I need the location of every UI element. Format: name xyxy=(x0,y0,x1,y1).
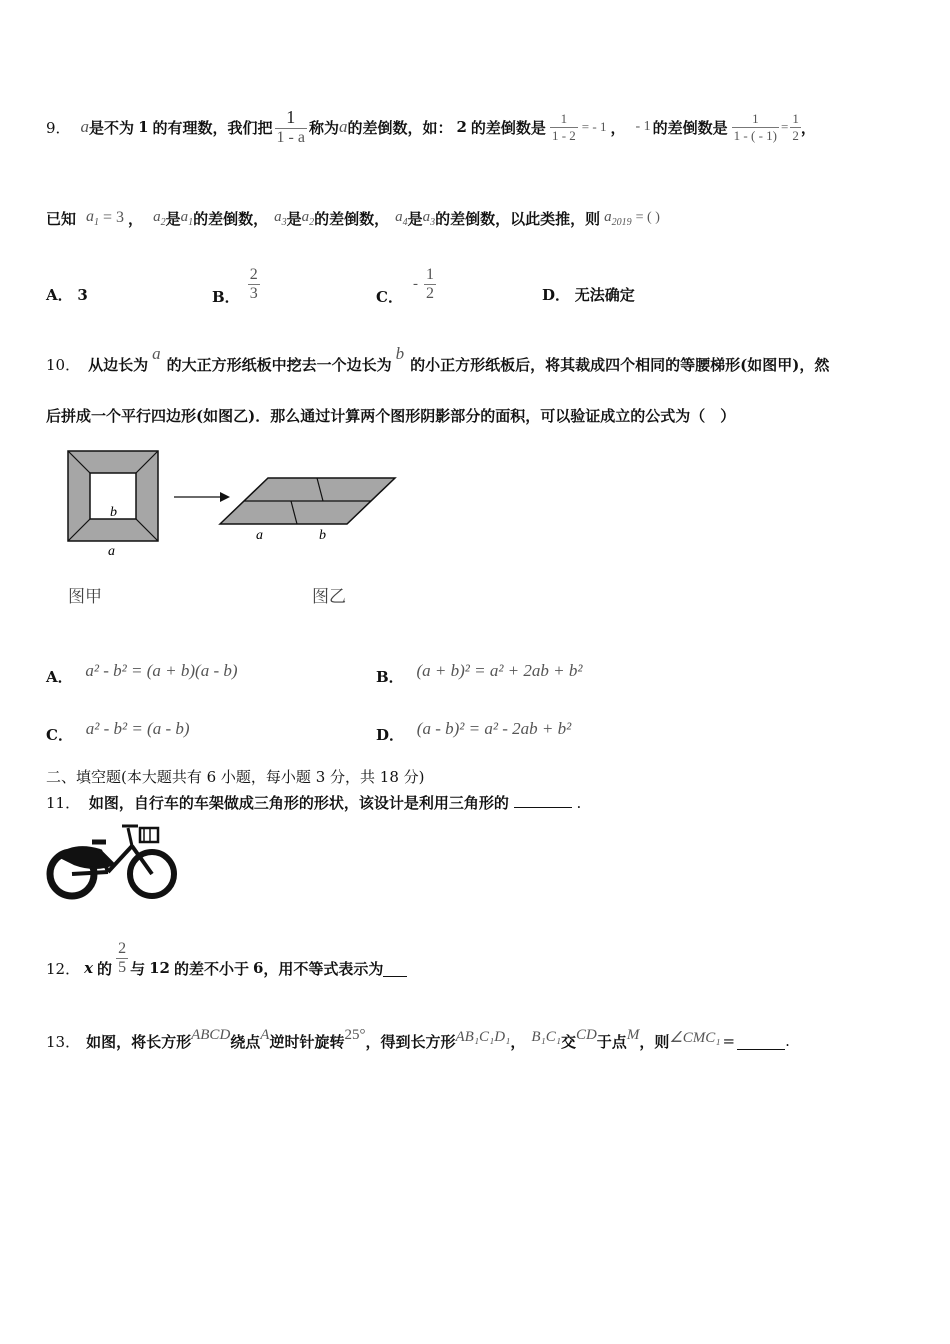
q9-text: 是不为 xyxy=(89,118,135,137)
q11-number: 11． xyxy=(46,794,81,812)
caption-figure-1: 图甲 xyxy=(68,587,102,607)
q9-a1-value: = 3 xyxy=(103,209,125,226)
fraction-denominator: 2 xyxy=(792,127,799,143)
q9-var-a: a xyxy=(338,117,348,136)
q13-point-a: A xyxy=(260,1026,270,1043)
q9-text: 的差倒数是 xyxy=(470,118,546,137)
q13-text: 逆时针旋转 xyxy=(269,1032,345,1051)
q9-text: 是 xyxy=(407,209,423,228)
q10-text: 的小正方形纸板后，将其裁成四个相同的等腰梯形(如图甲)，然 xyxy=(410,355,830,374)
fraction-numerator: 1 xyxy=(792,110,799,126)
option-fraction xyxy=(248,266,260,303)
q9-example1-result: = - 1 xyxy=(581,119,607,134)
q13-text: 如图，将长方形 xyxy=(86,1032,192,1051)
fraction-denominator: 2 xyxy=(425,284,434,302)
fraction-denominator: 1 - 2 xyxy=(551,127,576,143)
fraction-numerator: 1 xyxy=(286,107,296,127)
q9-line1 xyxy=(46,102,816,152)
parallelogram-figure xyxy=(220,478,395,543)
label-b: b xyxy=(110,505,117,520)
q10-line1 xyxy=(46,344,829,384)
q10-option-d xyxy=(376,718,572,744)
q9-line2 xyxy=(46,198,660,238)
option-formula: (a - b)² = a² - 2ab + b² xyxy=(416,719,572,738)
q9-example2-equals: = xyxy=(780,119,789,134)
q9-text: 的差倒数， xyxy=(314,209,390,228)
q9-text: 已知 xyxy=(46,209,77,228)
option-sign: - xyxy=(412,275,418,292)
q11-line xyxy=(46,792,581,813)
q13-rect-ab1c1d1: AB₁C₁D₁ xyxy=(455,1028,511,1045)
q9-option-a xyxy=(46,284,88,305)
q10-text: 从边长为 xyxy=(88,355,149,374)
q13-segment-cd: CD xyxy=(575,1026,597,1043)
q9-subscript-2019: 2019 xyxy=(611,216,632,228)
q13-period: . xyxy=(785,1032,790,1050)
q10-option-c xyxy=(46,718,190,744)
fraction-numerator: 1 xyxy=(560,110,568,126)
q10-var-a: a xyxy=(152,344,161,363)
q12-six: 6 xyxy=(252,959,264,977)
q9-one: 1 xyxy=(138,118,149,136)
para-label-a: a xyxy=(256,528,263,543)
q13-angle-cmc1: ∠CMC₁ xyxy=(669,1029,721,1046)
q13-equals: = xyxy=(722,1032,736,1050)
q9-a1: $a_1$ xyxy=(86,208,100,228)
q9-text: 的差倒数，以此类推，则 xyxy=(435,209,601,228)
q10-option-b xyxy=(376,660,583,686)
q13-text: 绕点 xyxy=(230,1032,261,1051)
fraction-denominator: 1 - ( - 1) xyxy=(733,127,777,143)
option-label: A． xyxy=(46,668,73,686)
q10-option-a xyxy=(46,660,238,686)
q9-example1-fraction xyxy=(550,111,578,144)
fraction-denominator: 1 - a xyxy=(276,129,305,146)
option-formula: a² - b² = (a - b) xyxy=(85,719,190,738)
q10-figure xyxy=(60,445,410,615)
q13-comma: ， xyxy=(510,1032,526,1051)
square-frame-figure xyxy=(68,451,158,559)
option-value: 无法确定 xyxy=(574,286,635,304)
option-label: B． xyxy=(376,668,404,686)
fraction-numerator: 2 xyxy=(249,265,258,283)
q13-text: ，则 xyxy=(639,1032,670,1051)
q12-text: ，用不等式表示为 xyxy=(263,959,384,978)
option-fraction xyxy=(424,266,436,303)
q13-answer-blank[interactable] xyxy=(737,1033,785,1050)
q13-angle-25: 25° xyxy=(344,1026,366,1043)
q12-text: 与 xyxy=(130,959,146,978)
q11-answer-blank[interactable] xyxy=(514,807,572,808)
fraction-numerator: 1 xyxy=(752,110,759,126)
bicycle-icon xyxy=(50,826,174,896)
q9-two: 2 xyxy=(456,118,467,136)
q9-var-a: a xyxy=(80,117,90,136)
q12-line xyxy=(46,930,407,986)
q9-comma: ， xyxy=(610,118,626,137)
q9-number: 9． xyxy=(46,118,71,137)
arrow xyxy=(174,492,230,502)
fraction-denominator: 3 xyxy=(249,284,258,302)
label-a: a xyxy=(108,544,115,559)
q12-text: 的 xyxy=(97,959,113,978)
q13-number: 13． xyxy=(46,1032,81,1051)
q12-var-x: x xyxy=(84,959,94,977)
q9-option-b xyxy=(212,260,260,308)
q12-answer-blank[interactable] xyxy=(383,960,407,977)
q9-a3: $a_3$ xyxy=(274,208,287,228)
q9-a3: $a_3$ xyxy=(422,208,436,228)
q9-diff-reciprocal-fraction xyxy=(275,107,307,147)
q11-text: 如图，自行车的车架做成三角形的形状，该设计是利用三角形的 xyxy=(88,794,509,812)
option-label: D． xyxy=(542,286,571,304)
q9-text: 的差倒数， xyxy=(193,209,269,228)
option-value: 3 xyxy=(77,286,88,304)
handlebar-stem xyxy=(128,828,132,846)
q13-text: ，得到长方形 xyxy=(365,1032,456,1051)
q9-example2-fraction xyxy=(732,111,779,144)
q12-twelve: 12 xyxy=(149,959,170,977)
option-label: D． xyxy=(376,726,405,744)
option-label: C． xyxy=(376,287,403,306)
q9-example2-result-fraction xyxy=(790,111,801,144)
q12-number: 12． xyxy=(46,959,81,978)
option-label: C． xyxy=(46,726,73,744)
q12-text: 的差不小于 xyxy=(173,959,249,978)
q9-a2019: $a_{2019}$ xyxy=(604,208,632,228)
q9-a2: $a_2$ xyxy=(301,208,315,228)
q9-text: 称为 xyxy=(308,118,339,137)
fraction-denominator: 5 xyxy=(118,958,127,976)
q9-option-c xyxy=(376,260,436,308)
chain-stay xyxy=(72,872,108,874)
q13-point-m: M xyxy=(626,1026,640,1043)
para-label-b: b xyxy=(319,528,326,543)
q13-text: 交 xyxy=(560,1032,576,1051)
q9-option-d xyxy=(542,284,635,305)
option-formula: a² - b² = (a + b)(a - b) xyxy=(85,661,238,680)
section-title: 二、填空题(本大题共有 6 小题，每小题 3 分，共 18 分) xyxy=(46,768,425,786)
q9-text: 是 xyxy=(286,209,302,228)
q9-comma: ， xyxy=(128,209,144,228)
arrow-head xyxy=(220,492,230,502)
q9-comma: ， xyxy=(800,118,816,137)
fraction-numerator: 1 xyxy=(425,265,434,283)
q13-text: 于点 xyxy=(596,1032,627,1051)
option-label: B． xyxy=(212,287,240,306)
q10-number: 10． xyxy=(46,355,81,374)
q9-text: 的差倒数，如： xyxy=(347,118,453,137)
bicycle-image xyxy=(44,820,180,904)
option-formula: (a + b)² = a² + 2ab + b² xyxy=(416,661,583,680)
q9-neg-one: - 1 xyxy=(635,119,651,134)
caption-figure-2: 图乙 xyxy=(312,587,346,607)
q12-fraction xyxy=(116,940,128,977)
option-label: A． xyxy=(46,286,73,304)
q10-text: 的大正方形纸板中挖去一个边长为 xyxy=(166,355,392,374)
q9-text: 的有理数，我们把 xyxy=(152,118,273,137)
q9-answer-paren: = ( ) xyxy=(635,210,660,225)
q10-var-b: b xyxy=(395,344,405,363)
q9-text: 的差倒数是 xyxy=(652,118,728,137)
q13-line xyxy=(46,1026,790,1056)
q9-a4: $a_4$ xyxy=(395,208,408,228)
q13-segment-b1c1: B₁C₁ xyxy=(531,1028,561,1045)
q9-a2: $a_2$ xyxy=(153,208,166,228)
q13-rect-abcd: ABCD xyxy=(191,1026,231,1043)
q9-options xyxy=(46,258,746,310)
q9-text: 是 xyxy=(165,209,181,228)
fraction-numerator: 2 xyxy=(118,939,127,957)
q11-period: . xyxy=(576,794,582,812)
front-basket xyxy=(140,828,158,842)
q9-a1: $a_1$ xyxy=(180,208,194,228)
q10-line2: 后拼成一个平行四边形(如图乙)．那么通过计算两个图形阴影部分的面积，可以验证成立的公式为（ ） xyxy=(46,407,736,425)
